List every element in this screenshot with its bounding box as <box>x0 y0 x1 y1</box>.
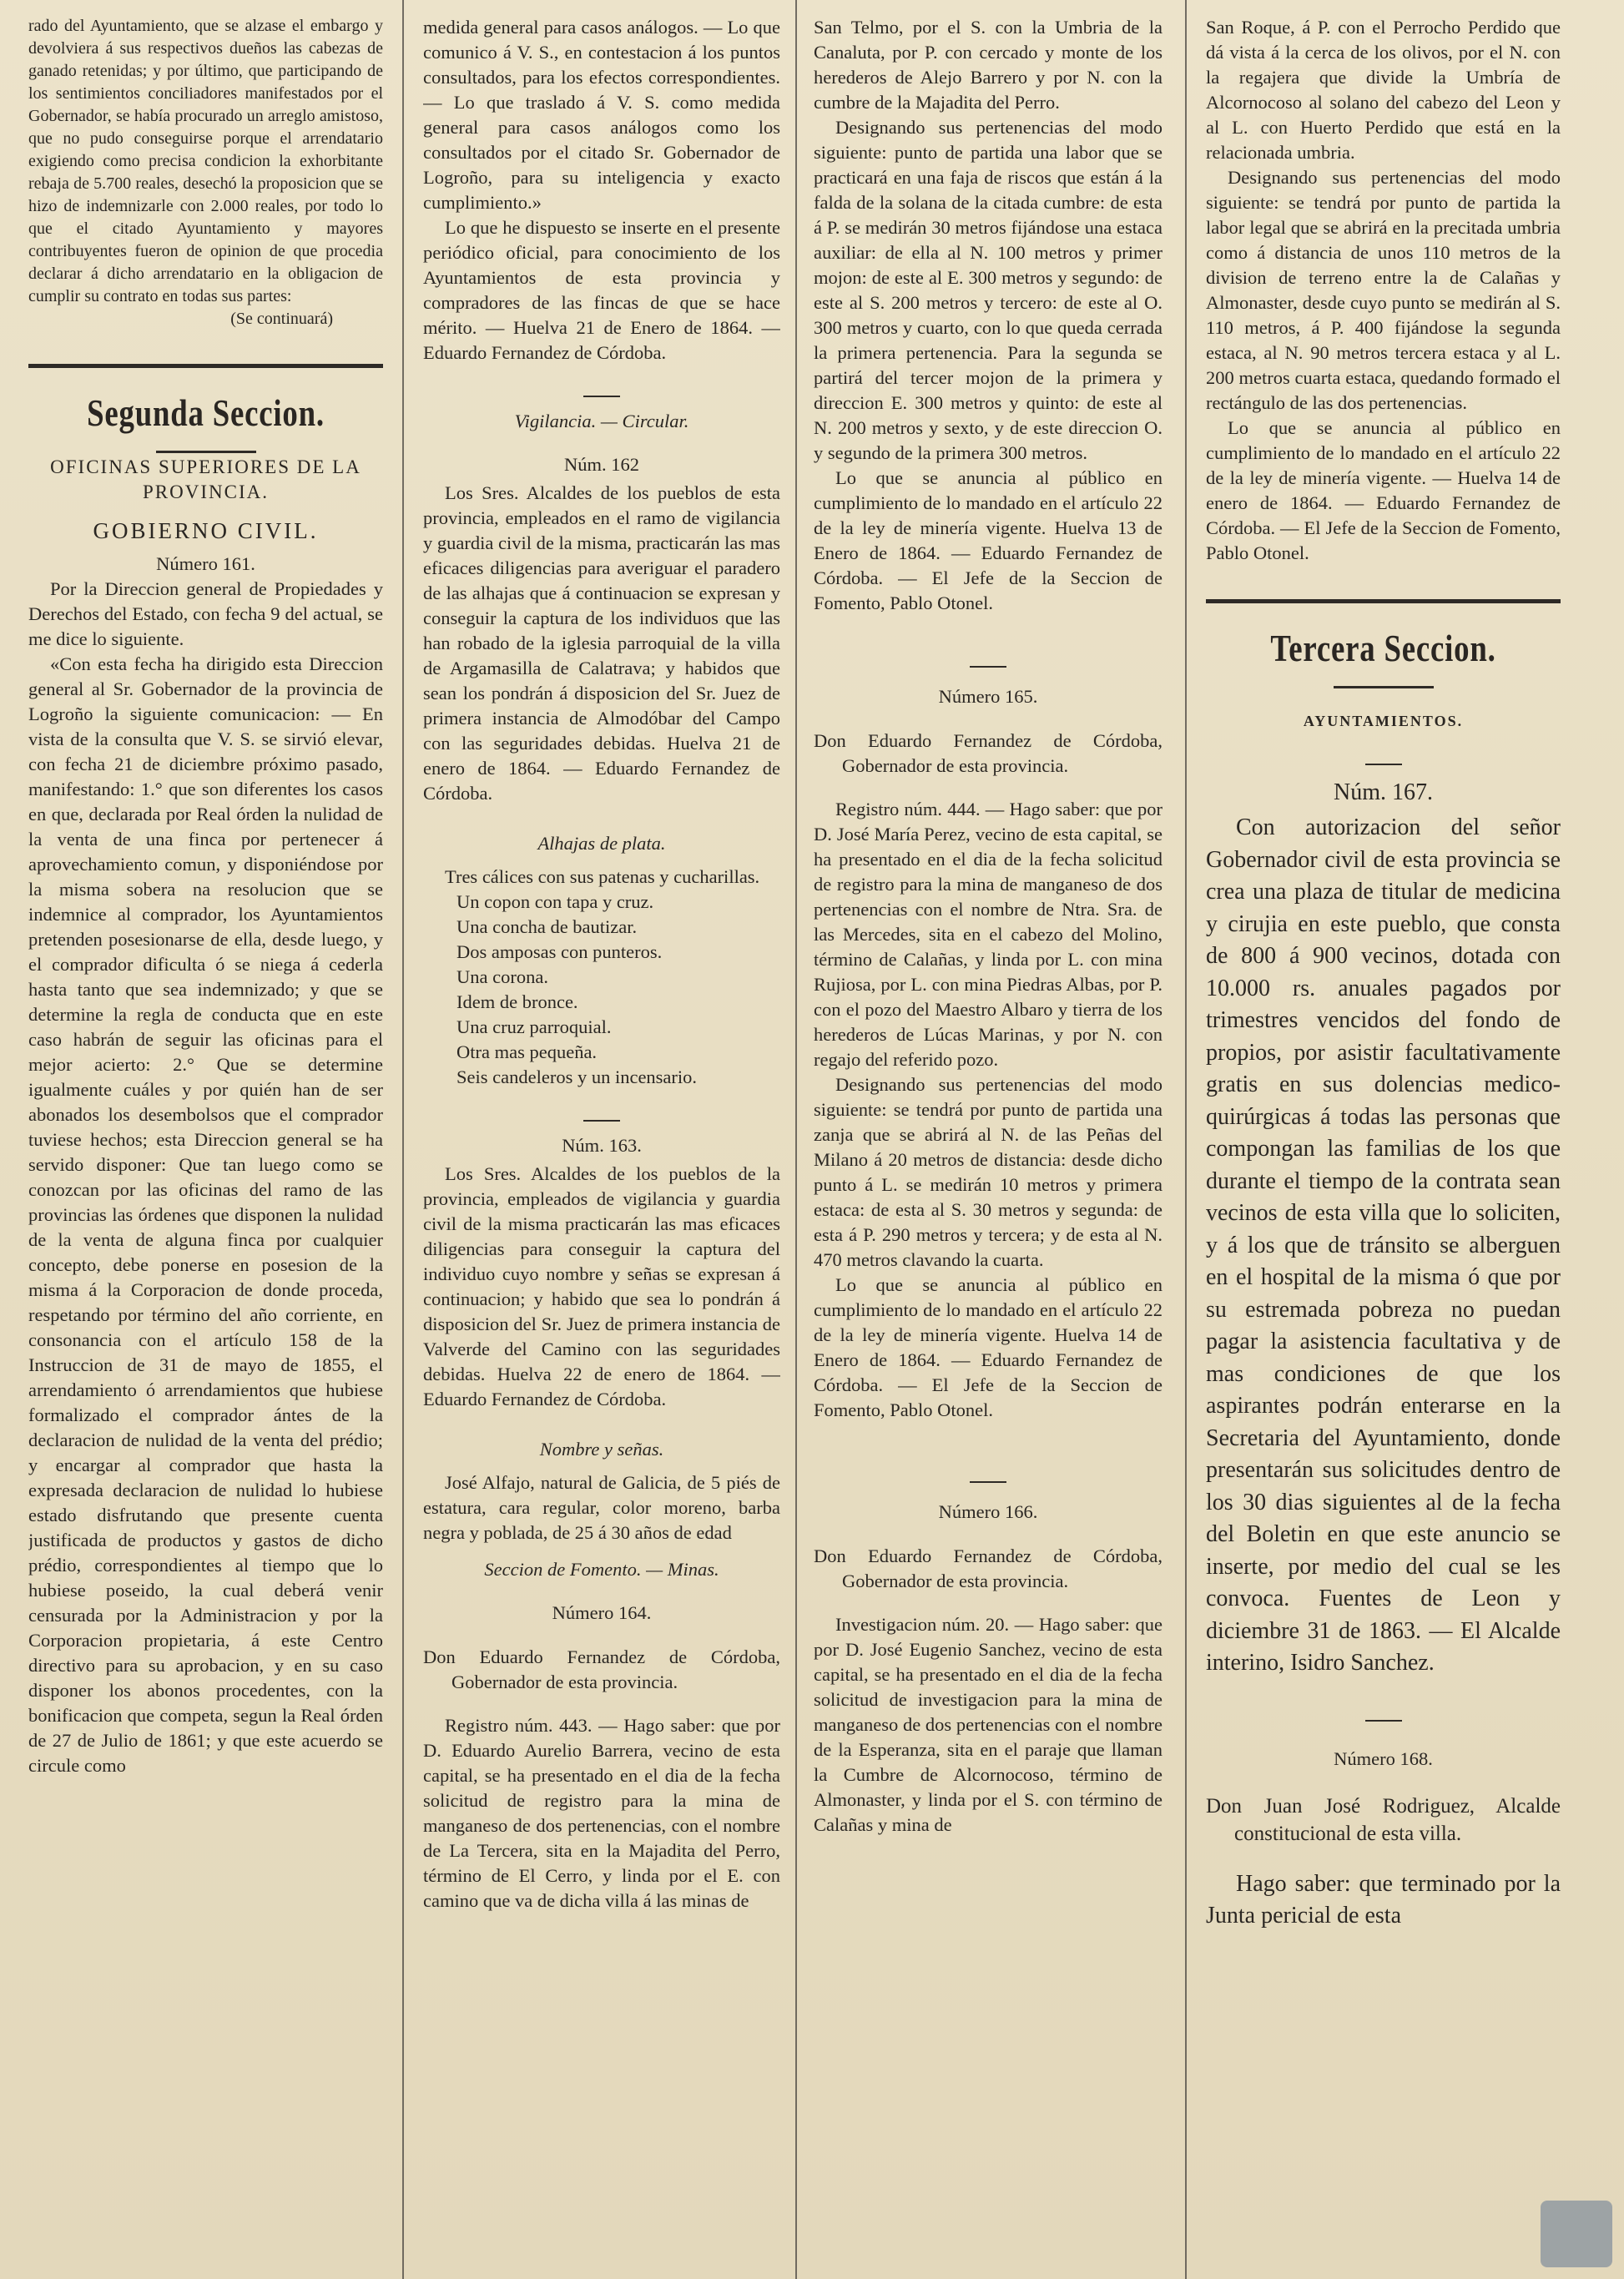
paragraph: Designando sus pertenencias del modo siguiente: punto de partida una labor que se practicará en una faja de riscos que están á la falda de la solana de la citada cumbre: de esta á P. se medirán 30 metros fijándose una estaca auxiliar: de ella al N. 100 metros y primer mojon: de este al E. 300 metros y segundo: de este al S. 200 metros y tercero: de este al O. 300 metros y cuarto, con lo que queda cerrada la primera pertenencia. Para la segunda se partirá del tercer mojon de la primera y direccion E. 300 metros y quinto: de este al N. 200 metros y sexto, y de este direccion O. y segundo de la primera 300 metros. <box>814 117 1163 463</box>
section-divider <box>28 364 383 368</box>
paragraph: Designando sus pertenencias del modo siguiente: se tendrá por punto de partida una zanja que se abrirá al N. de las Peñas del Milano á 20 metros de distancia: desde dicho punto á L. se medirán 10 metros y primera estaca: de esta al S. 30 metros y segunda: de esta á P. 290 metros y tercera; y de esta al N. 470 metros clavando la cuarta. <box>814 1074 1163 1270</box>
paragraph: Designando sus pertenencias del modo siguiente: se tendrá por punto de partida la labor legal que se abrirá en la precitada umbria como á distancia de unos 110 metros de la division de terreno entre la de Calañas y Almonaster, desde cuyo punto se medirán al S. 110 metros, á P. 400 fijándose la segunda estaca, al N. 90 metros tercera estaca y al L. 200 metros cuarta estaca, quedando formado el rectángulo de las dos pertenencias. <box>1206 167 1561 413</box>
list-item: Un copon con tapa y cruz. <box>456 891 654 912</box>
ayuntamientos-heading: AYUNTAMIENTOS. <box>1303 713 1464 729</box>
notice-number: Número 161. <box>156 553 255 574</box>
official-title: Don Eduardo Fernandez de Córdoba, Gobernador de esta provincia. <box>423 1646 780 1692</box>
section-title: Tercera Seccion. <box>1270 627 1496 669</box>
paragraph: San Telmo, por el S. con la Umbria de la Canaluta, por P. con cercado y monte de los herederos de Alejo Barrero y por N. con la cumbre de la Majadita del Perro. <box>814 17 1163 113</box>
list-intro: Tres cálices con sus patenas y cucharillas. <box>445 866 760 887</box>
list-item: Idem de bronce. <box>456 991 578 1012</box>
notice-number: Núm. 163. <box>562 1135 642 1156</box>
paragraph: Los Sres. Alcaldes de los pueblos de esta provincia, empleados en el ramo de vigilancia y guardia civil de la misma, practicarán las mas eficaces diligencias para averiguar el paradero de las alhajas que á continuacion se expresan y conseguir la captura de los individuos que las han robado de la iglesia parroquial de la villa de Argamasilla de Calatrava; y habidos que sean los pondrán á disposicion del Sr. Juez de primera instancia de Almodóbar del Campo con las seguridades debidas. Huelva 21 de enero de 1864. — Eduardo Fernandez de Córdoba. <box>423 482 780 804</box>
fomento-heading: Seccion de Fomento. — Minas. <box>484 1559 719 1580</box>
column-rule <box>1185 0 1187 2279</box>
library-stamp-icon <box>1541 2201 1612 2267</box>
section-title: Segunda Seccion. <box>87 391 325 434</box>
paragraph: José Alfajo, natural de Galicia, de 5 piés de estatura, cara regular, color moreno, barba negra y poblada, de 25 á 30 años de edad <box>423 1472 780 1543</box>
oficinas-heading: OFICINAS SUPERIORES DE LA PROVINCIA. <box>50 456 361 502</box>
ornament <box>28 438 383 448</box>
column-3 <box>814 15 1163 2271</box>
column-rule <box>402 0 404 2279</box>
paragraph: Registro núm. 444. — Hago saber: que por D. José María Perez, vecino de esta capital, se ha presentado en el dia de la fecha solicitud de registro para la mina de manganeso de dos pertenencias con el nombre de Ntra. Sra. de las Mercedes, sita en el cabezo del Molino, término de Calañas, y linda por L. con mina Rujiosa, por L. con mina Piedras Albas, por P. con el pozo del Maestro Albaro y tierra de los herederos de Lúcas Marinas, y por N. con regajo del referido pozo. <box>814 799 1163 1070</box>
gobierno-heading: GOBIERNO CIVIL. <box>93 518 319 543</box>
list-item: Otra mas pequeña. <box>456 1041 598 1062</box>
divider <box>1206 747 1561 772</box>
paragraph: medida general para casos análogos. — Lo que comunico á V. S., en contestacion á los puntos consultados, para los efectos correspondientes. — Lo que traslado á V. S. como medida general para casos análogos como los consultados por el citado Sr. Gobernador de Logroño, para su inteligencia y exacto cumplimiento.» <box>423 17 780 213</box>
ornament <box>1206 673 1561 683</box>
column-2 <box>423 15 780 2271</box>
paragraph: Con autorizacion del señor Gobernador civil de esta provincia se crea una plaza de titular de medicina y cirujia en este pueblo, que consta de 800 á 900 vecinos, dotada con 10.000 rs. anuales pagados por trimestres vencidos del fondo de propios, por asistir facultativamente gratis en sus dolencias medico-quirúrgicas á todas las personas que compongan las familias de los que durante el tiempo de la contrata sean vecinos de esta villa que lo soliciten, y á los que de tránsito se alberguen en el hospital de la misma ó que por su estremada pobreza no puedan pagar la asistencia facultativa y de mas condiciones de que los aspirantes podrán enterarse en la Secretaria del Ayuntamiento, donde presentarán sus solicitudes dentro de los 30 dias siguientes al de la fecha del Boletin en que este anuncio se inserte, por medio del cual se les convoca. Fuentes de Leon y diciembre 31 de 1863. — El Alcalde interino, Isidro Sanchez. <box>1206 814 1561 1676</box>
official-title: Don Eduardo Fernandez de Córdoba, Gobernador de esta provincia. <box>814 1545 1163 1591</box>
official-title: Don Juan José Rodriguez, Alcalde constitucional de esta villa. <box>1206 1794 1561 1845</box>
paragraph: Registro núm. 443. — Hago saber: que por D. Eduardo Aurelio Barrera, vecino de esta capital, se ha presentado en el dia de la fecha solicitud de registro para la mina de manganeso de dos pertenencias, con el nombre de La Tercera, sita en la Majadita del Perro, término de El Cerro, y linda por el E. con camino que va de dicha villa á las minas de <box>423 1715 780 1911</box>
paragraph: Lo que he dispuesto se inserte en el presente periódico oficial, para conocimiento de los Ayuntamientos de esta provincia y compradores de las fincas de que se hace mérito. — Huelva 21 de Enero de 1864. — Eduardo Fernandez de Córdoba. <box>423 217 780 363</box>
paragraph: Lo que se anuncia al público en cumplimiento de lo mandado en el artículo 22 de la ley de minería vigente. — Huelva 14 de enero de 1864. — Eduardo Fernandez de Córdoba. — El Jefe de la Seccion de Fomento, Pablo Otonel. <box>1206 417 1561 563</box>
vigilancia-heading: Vigilancia. — Circular. <box>514 411 689 431</box>
divider <box>423 379 780 404</box>
notice-number: Núm. 162 <box>564 454 639 475</box>
paragraph: Investigacion núm. 20. — Hago saber: que por D. José Eugenio Sanchez, vecino de esta capital, se ha presentado en el dia de la fecha solicitud de investigacion para la mina de manganeso de dos pertenencias con el nombre de la Esperanza, sita en el paraje que llaman la Cumbre de Alcornocoso, término de Almonaster, y linda por el S. con término de Calañas y mina de <box>814 1614 1163 1835</box>
list-item: Una corona. <box>456 966 548 987</box>
notice-number: Número 168. <box>1334 1747 1433 1769</box>
column-4 <box>1206 15 1561 2271</box>
column-1 <box>28 15 383 2271</box>
official-title: Don Eduardo Fernandez de Córdoba, Gobernador de esta provincia. <box>814 729 1163 776</box>
continued-note: (Se continuará) <box>230 310 333 328</box>
paragraph: Hago saber: que terminado por la Junta pericial de esta <box>1206 1870 1561 1929</box>
section-divider <box>1206 599 1561 603</box>
paragraph: Lo que se anuncia al público en cumplimiento de lo mandado en el artículo 22 de la ley de minería vigente. Huelva 14 de Enero de 1864. — Eduardo Fernandez de Córdoba. — El Jefe de la Seccion de Fomento, Pablo Otonel. <box>814 1274 1163 1420</box>
divider <box>814 1465 1163 1490</box>
paragraph: «Con esta fecha ha dirigido esta Direccion general al Sr. Gobernador de la provincia de Logroño la siguiente comunicacion: — En vista de la consulta que V. S. se sirvió elevar, con fecha 21 de diciembre próximo pasado, manifestando: 1.° que son diferentes los casos en que, declarada por Real órden la nulidad de la venta de una finca por pertenecer á aprovechamiento comun, y disponiéndose por la misma sobera na resolucion que se indemnice al comprador, los Ayuntamientos pretenden posesionarse de ella, desde luego, y el comprador dificulta ó se niega á cederla hasta tanto que sea indemnizado; y que se determine la regla de conducta que en este caso habrán de seguir las oficinas para el mejor acierto: 2.° Que se determine igualmente cuáles y por quién han de ser abonados los desembolsos que el comprador tuviese hechos; esta Direccion general se ha servido disponer: Que tan luego como se conozcan por las oficinas del ramo de las provincias las órdenes que disponen la nulidad de la venta de alguna finca por cualquier concepto, debe ponerse en posesion de la misma á la Corporacion de donde proceda, respetando por término del año corriente, en consonancia con el artículo 158 de la Instruccion de 31 de mayo de 1855, el arrendamiento ó arrendamientos que hubiese formalizado el comprador ántes de la declaracion de nulidad de la venta del prédio; y encargar al comprador que hasta la expresada declaracion de nulidad lo hubiese estado disfrutando que presente cuenta justificada de productos y gastos de dicho prédio, correspondientes al tiempo que lo hubiese poseido, la cual deberá venir censurada por la Administracion y por la Corporacion propietaria, á este Centro directivo para su aprobacion, y en su caso disponer los abonos procedentes, con la bonificacion que competa, segun la Real órden de 27 de Julio de 1861; y que este acuerdo se circule como <box>28 653 383 1776</box>
paragraph: Por la Direccion general de Propiedades y Derechos del Estado, con fecha 9 del actual, se me dice lo siguiente. <box>28 578 383 649</box>
list-item: Una cruz parroquial. <box>456 1016 612 1037</box>
notice-number: Número 166. <box>938 1501 1038 1522</box>
intro-paragraph: rado del Ayuntamiento, que se alzase el embargo y devolviera á sus respectivos dueños las cabezas de ganado retenidas; y por último, que participando de los sentimientos conciliadores manifestados por el Gobernador, se había procurado un arreglo amistoso, que no pudo conseguirse porque el arrendatario exigiendo como precisa condicion la exhorbitante rebaja de 5.700 reales, desechó la proposicion que se hizo de indemnizarle con 2.000 reales, por todo lo que el citado Ayuntamiento y mayores contribuyentes fueron de opinion de que procedia declarar á dicho arrendatario en la obligacion de cumplir su contrato en todas sus partes: <box>28 17 383 305</box>
column-rule <box>795 0 797 2279</box>
paragraph: Los Sres. Alcaldes de los pueblos de la provincia, empleados de vigilancia y guardia civil de la misma practicarán las mas eficaces diligencias para conseguir la captura del individuo cuyo nombre y señas se expresan á continuacion; y habido que sea lo pondrán á disposicion del Sr. Juez de primera instancia de Valverde del Camino con las seguridades debidas. Huelva 22 de enero de 1864. — Eduardo Fernandez de Córdoba. <box>423 1163 780 1409</box>
list-item: Seis candeleros y un incensario. <box>456 1066 698 1087</box>
notice-number: Número 165. <box>938 686 1038 707</box>
notice-number: Núm. 167. <box>1334 779 1433 805</box>
alhajas-heading: Alhajas de plata. <box>537 833 666 854</box>
notice-number: Número 164. <box>552 1602 652 1623</box>
divider <box>1206 1703 1561 1728</box>
list-item: Dos amposas con punteros. <box>456 941 663 962</box>
divider <box>814 649 1163 674</box>
paragraph: Lo que se anuncia al público en cumplimiento de lo mandado en el artículo 22 de la ley de minería vigente. Huelva 13 de Enero de 1864. — Eduardo Fernandez de Córdoba. — El Jefe de la Seccion de Fomento, Pablo Otonel. <box>814 467 1163 613</box>
list-item: Una concha de bautizar. <box>456 916 638 937</box>
paragraph: San Roque, á P. con el Perrocho Perdido que dá vista á la cerca de los olivos, por el N. con la regajera que divide la Umbría de Alcornocoso al solano del cabezo del Leon y al L. con Huerto Perdido que está en la relacionada umbria. <box>1206 17 1561 163</box>
divider <box>423 1103 780 1128</box>
nombre-heading: Nombre y señas. <box>539 1439 664 1460</box>
